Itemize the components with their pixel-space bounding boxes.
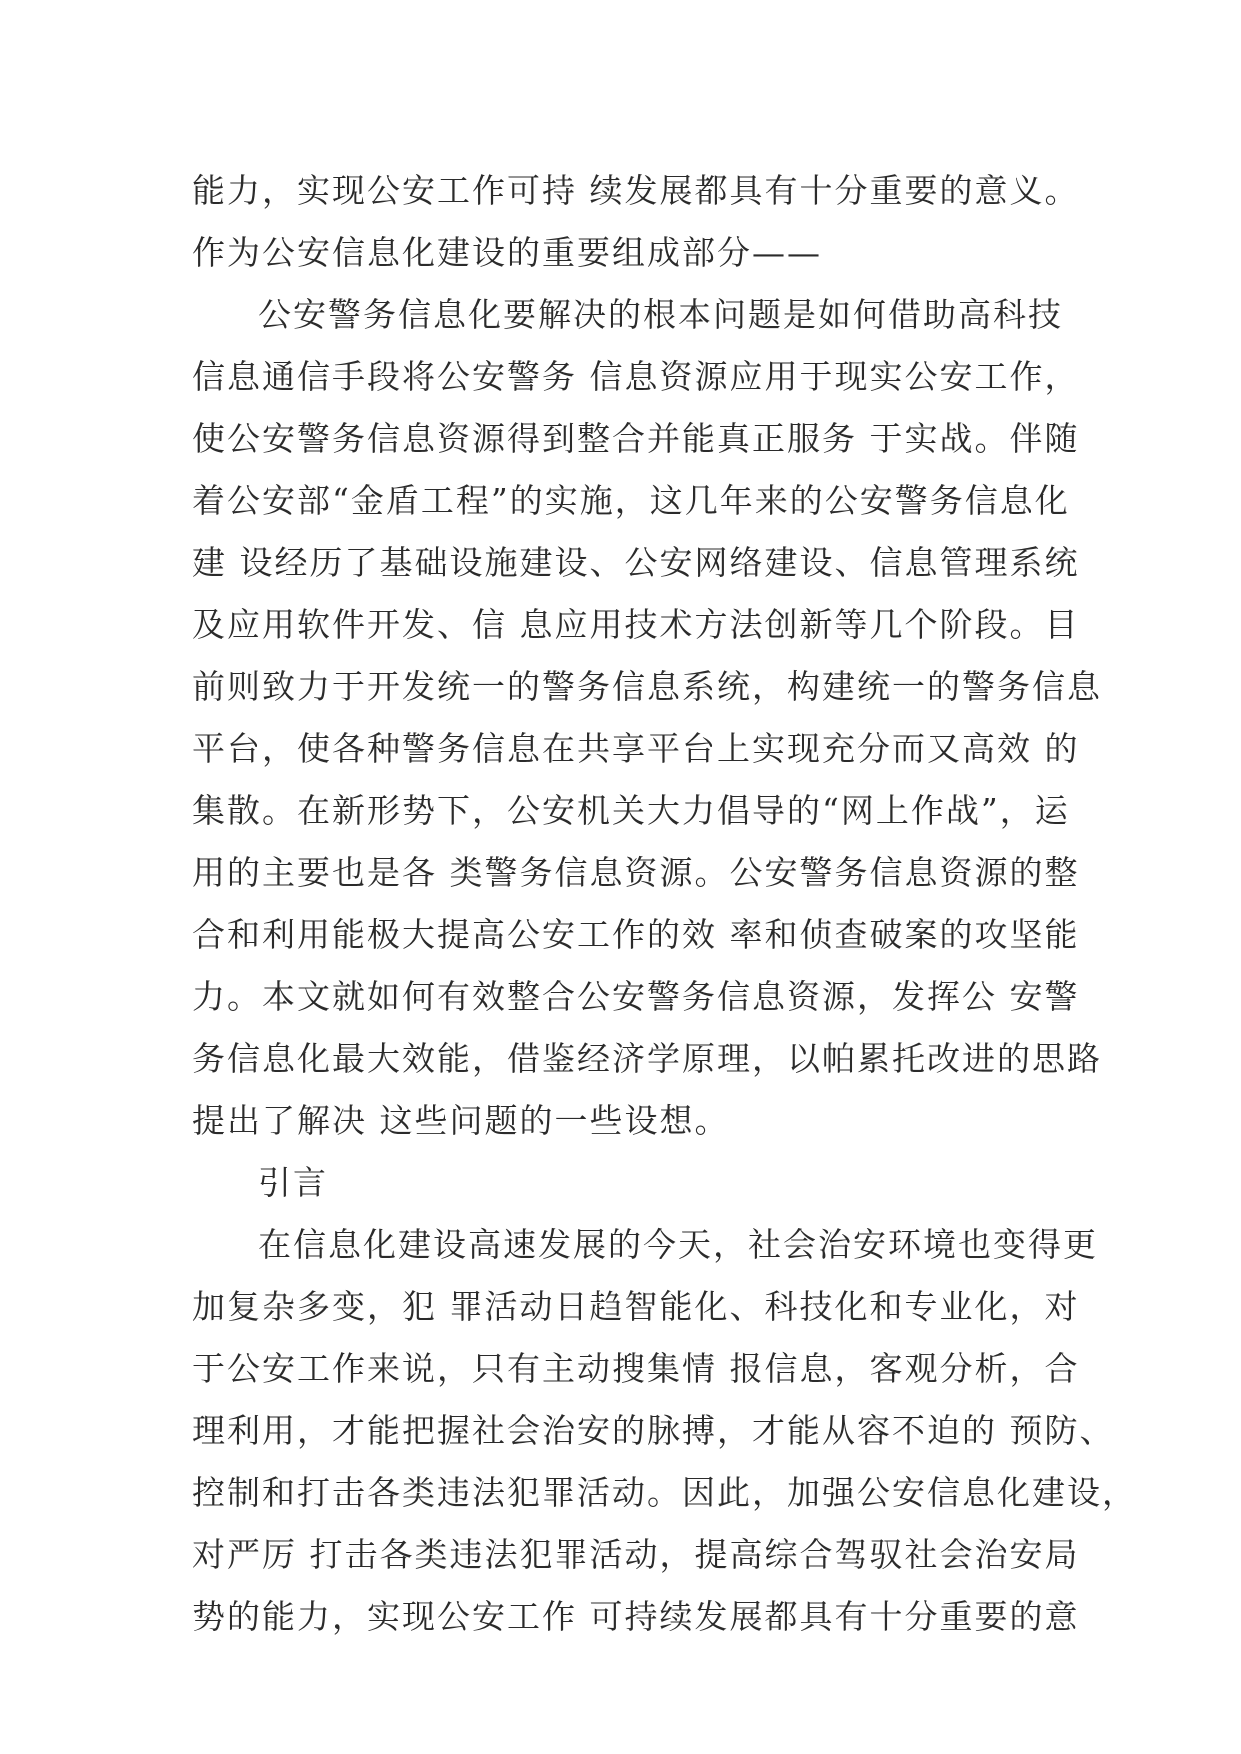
text-line: 力。本文就如何有效整合公安警务信息资源，发挥公 安警 xyxy=(192,977,1080,1016)
text-line: 作为公安信息化建设的重要组成部分—— xyxy=(192,233,822,272)
text-line: 于公安工作来说，只有主动搜集情 报信息，客观分析，合 xyxy=(192,1349,1080,1388)
text-line: 及应用软件开发、信 息应用技术方法创新等几个阶段。目 xyxy=(192,605,1080,644)
text-line: 对严厉 打击各类违法犯罪活动，提高综合驾驭社会治安局 xyxy=(192,1535,1080,1574)
text-line: 使公安警务信息资源得到整合并能真正服务 于实战。伴随 xyxy=(192,419,1080,458)
text-line: 信息通信手段将公安警务 信息资源应用于现实公安工作， xyxy=(192,357,1080,396)
text-line: 集散。在新形势下，公安机关大力倡导的“网上作战”，运 xyxy=(192,791,1070,830)
text-line: 着公安部“金盾工程”的实施，这几年来的公安警务信息化 xyxy=(192,481,1070,520)
text-line: 控制和打击各类违法犯罪活动。因此，加强公安信息化建设， xyxy=(192,1473,1137,1512)
text-line: 能力，实现公安工作可持 续发展都具有十分重要的意义。 xyxy=(192,171,1080,210)
text-line: 加复杂多变，犯 罪活动日趋智能化、科技化和专业化，对 xyxy=(192,1287,1080,1326)
text-line: 前则致力于开发统一的警务信息系统，构建统一的警务信息 xyxy=(192,667,1102,706)
text-line: 平台，使各种警务信息在共享平台上实现充分而又高效 的 xyxy=(192,729,1080,768)
text-line: 引言 xyxy=(258,1163,328,1202)
text-line: 建 设经历了基础设施建设、公安网络建设、信息管理系统 xyxy=(192,543,1080,582)
text-line: 提出了解决 这些问题的一些设想。 xyxy=(192,1101,730,1140)
text-line: 公安警务信息化要解决的根本问题是如何借助高科技 xyxy=(258,295,1063,334)
body-text xyxy=(192,160,1137,1648)
text-line: 务信息化最大效能，借鉴经济学原理，以帕累托改进的思路 xyxy=(192,1039,1102,1078)
text-line: 合和利用能极大提高公安工作的效 率和侦查破案的攻坚能 xyxy=(192,915,1080,954)
text-line: 用的主要也是各 类警务信息资源。公安警务信息资源的整 xyxy=(192,853,1080,892)
text-line: 势的能力，实现公安工作 可持续发展都具有十分重要的意 xyxy=(192,1597,1080,1636)
text-line: 在信息化建设高速发展的今天，社会治安环境也变得更 xyxy=(258,1225,1098,1264)
text-line: 理利用，才能把握社会治安的脉搏，才能从容不迫的 预防、 xyxy=(192,1411,1115,1450)
